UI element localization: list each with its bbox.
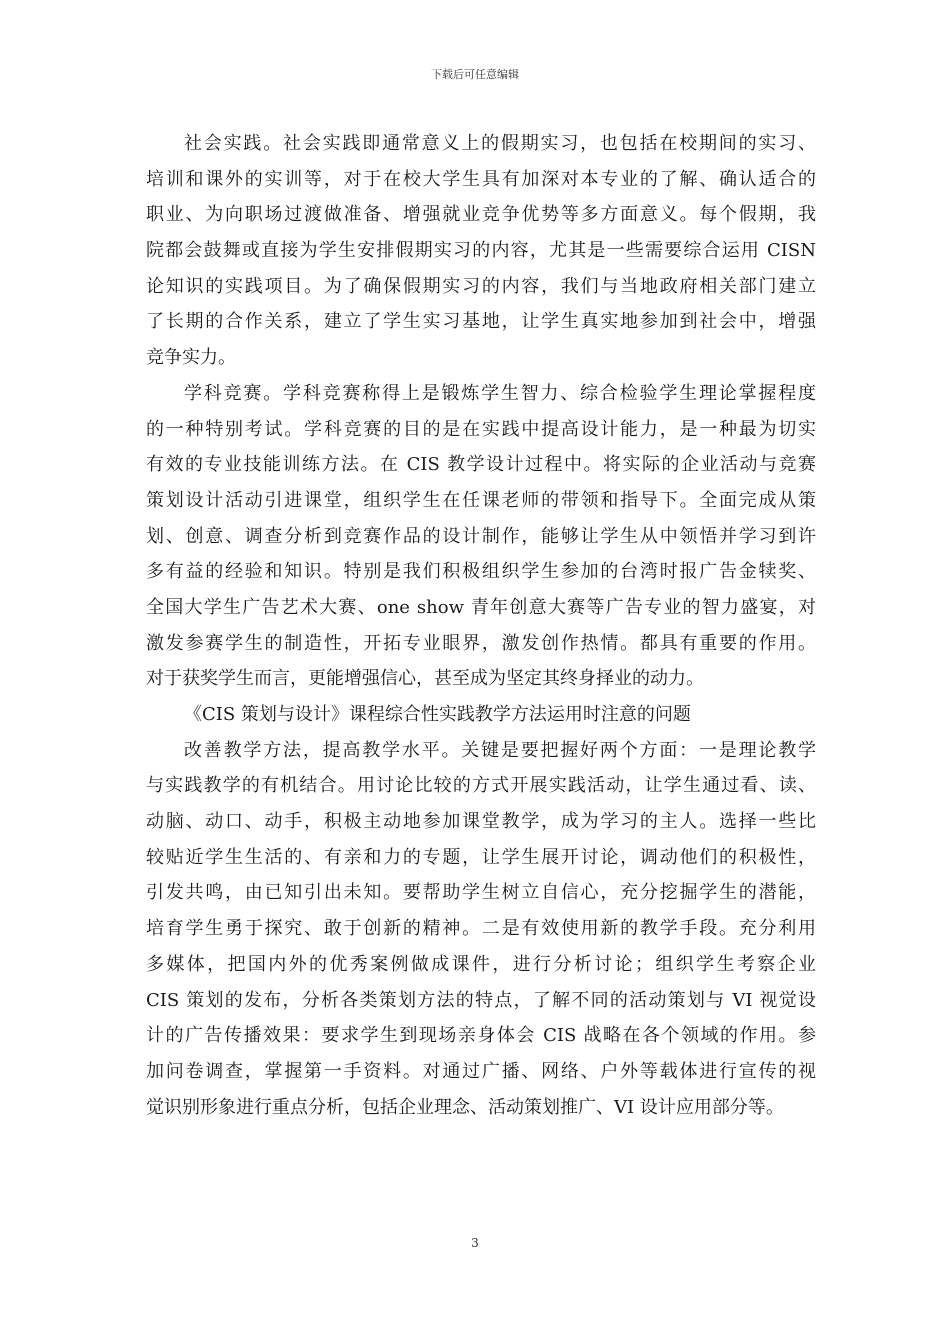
- text-line: 引发共鸣，由已知引出未知。要帮助学生树立自信心，充分挖掘学生的潜能，: [146, 882, 816, 904]
- text-line: 计的广告传播效果：要求学生到现场亲身体会 CIS 战略在各个领域的作用。参: [146, 1025, 816, 1047]
- text-line: CIS 策划的发布，分析各类策划方法的特点，了解不同的活动策划与 VI 视觉设: [146, 989, 816, 1011]
- text-line: 激发参赛学生的制造性，开拓专业眼界，激发创作热情。都具有重要的作用。: [146, 632, 816, 654]
- text-line: 改善教学方法，提高教学水平。关键是要把握好两个方面：一是理论教学: [184, 739, 816, 761]
- text-line: 对于获奖学生而言，更能增强信心，甚至成为坚定其终身择业的动力。: [146, 668, 704, 690]
- text-line: 策划设计活动引进课堂，组织学生在任课老师的带领和指导下。全面完成从策: [146, 489, 816, 511]
- text-line: 多有益的经验和知识。特别是我们积极组织学生参加的台湾时报广告金犊奖、: [146, 561, 816, 583]
- text-line: 有效的专业技能训练方法。在 CIS 教学设计过程中。将实际的企业活动与竞赛: [146, 454, 816, 476]
- text-line: 社会实践。社会实践即通常意义上的假期实习，也包括在校期间的实习、: [184, 133, 816, 154]
- text-line: 加问卷调查，掌握第一手资料。对通过广播、网络、户外等载体进行宣传的视: [146, 1060, 816, 1082]
- text-line: 院都会鼓舞或直接为学生安排假期实习的内容，尤其是一些需要综合运用 CISN: [146, 240, 816, 262]
- text-line: 《CIS 策划与设计》课程综合性实践教学方法运用时注意的问题: [184, 704, 691, 725]
- text-line: 论知识的实践项目。为了确保假期实习的内容，我们与当地政府相关部门建立: [146, 275, 816, 297]
- text-line: 划、创意、调查分析到竞赛作品的设计制作，能够让学生从中领悟并学习到许: [146, 525, 816, 547]
- text-line: 培训和课外的实训等，对于在校大学生具有加深对本专业的了解、确认适合的: [146, 168, 816, 190]
- document-body: [146, 126, 816, 1125]
- text-line: 培育学生勇于探究、敢于创新的精神。二是有效使用新的教学手段。充分利用: [146, 918, 816, 940]
- text-line: 与实践教学的有机结合。用讨论比较的方式开展实践活动，让学生通过看、读、: [146, 775, 816, 797]
- page-number: 3: [471, 1236, 479, 1250]
- text-line: 了长期的合作关系，建立了学生实习基地，让学生真实地参加到社会中，增强: [146, 311, 816, 333]
- text-line: 竞争实力。: [146, 347, 236, 369]
- text-line: 多媒体，把国内外的优秀案例做成课件，进行分析讨论；组织学生考察企业: [146, 953, 816, 975]
- text-line: 职业、为向职场过渡做准备、增强就业竞争优势等多方面意义。每个假期，我: [146, 204, 816, 226]
- text-line: 觉识别形象进行重点分析，包括企业理念、活动策划推广、VI 设计应用部分等。: [146, 1096, 784, 1118]
- text-line: 较贴近学生生活的、有亲和力的专题，让学生展开讨论，调动他们的积极性，: [146, 846, 816, 868]
- text-line: 学科竞赛。学科竞赛称得上是锻炼学生智力、综合检验学生理论掌握程度: [184, 382, 816, 404]
- page-header: 下载后可任意编辑: [431, 68, 519, 81]
- text-line: 动脑、动口、动手，积极主动地参加课堂教学，成为学习的主人。选择一些比: [146, 811, 816, 833]
- text-line: 的一种特别考试。学科竞赛的目的是在实践中提高设计能力，是一种最为切实: [146, 418, 816, 440]
- text-line: 全国大学生广告艺术大赛、one show 青年创意大赛等广告专业的智力盛宴，对: [146, 596, 816, 618]
